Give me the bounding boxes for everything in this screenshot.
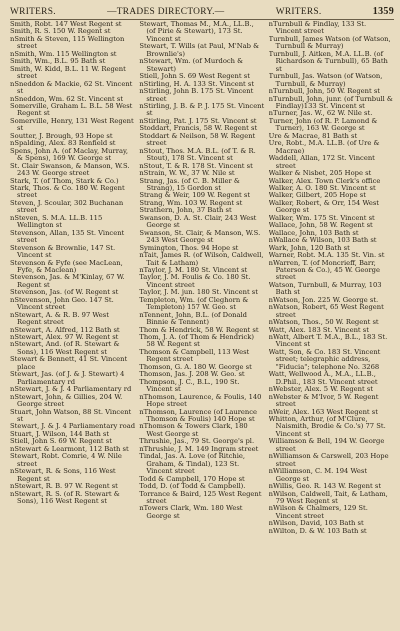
directory-entry: Smith, R. S. 150 W. Regent st <box>10 27 111 36</box>
directory-entry: nWilson, David, 103 Bath st <box>268 519 364 528</box>
directory-entry: Stoddart, Francis, 58 W. Regent st <box>139 124 258 133</box>
directory-entry: nWilson, Caldwell, Tait, & Latham, 79 West Regent st <box>268 489 388 505</box>
directory-entry: nSneddon, Wm. 62 St. Vincent st <box>10 94 124 103</box>
directory-entry: Stewart, Robt. Comrie, 4 W. Nile street <box>10 452 122 468</box>
column-3 <box>269 21 394 535</box>
directory-entry: nStout, Thos. M.A. B.L. (of T. & R. Stout), 178 St. Vincent st <box>139 146 256 163</box>
directory-entry: Turnbull, J. Aitken, M.A. LL.B. (of Richardson & Turnbull), 65 Bath st <box>268 49 388 73</box>
directory-entry: Thomson, G. A. 180 W. George st <box>139 362 252 371</box>
directory-entry: Symington, Thos. 94 Hope st <box>139 243 239 252</box>
directory-entry: nStewart, Wm. (of Murdoch & Stewart) <box>139 57 244 73</box>
directory-entry: Strang, Wm. 103 W. Regent st <box>139 198 243 207</box>
directory-entry: Watt, Son, & Co. 183 St. Vincent street; telegraphic address, "Fiducia"; telephone No. 3268 <box>268 347 381 371</box>
directory-entry: Stevenson & Fyfe (see MacLean, Fyfe, & Maclean) <box>10 258 123 274</box>
directory-entry: Walker, Alex. Town Clerk's office <box>268 176 381 185</box>
directory-entry: nStirling, John B. 175 St. Vincent street <box>139 87 254 103</box>
directory-entry: Somerville, Henry, 131 West Regent st <box>10 116 134 133</box>
directory-entry: Stoddart & Neilson, 58 W. Regent street <box>139 131 256 148</box>
directory-entry: Stiell, John S. 69 W. Regent st <box>10 437 112 446</box>
directory-entry: Soutter, J. Brough, 93 Hope st <box>10 131 113 140</box>
directory-entry: nTennent, John, B.L. (of Donald Binnie & Tennent) <box>139 310 247 327</box>
directory-entry: nWilson & Chalmers, 129 St. Vincent street <box>268 504 368 520</box>
directory-entry: Turnbull, Jas. Watson (of Watson, Turnbull, & Murray) <box>268 72 383 88</box>
directory-entry: Stevenson & Brownlie, 147 St. Vincent st <box>10 243 116 260</box>
directory-entry: nWilliamson & Carswell, 203 Hope street <box>268 452 389 468</box>
directory-entry: nStewart, R. S. (of R. Stewart & Sons), 116 West Regent st <box>10 489 120 505</box>
directory-entry: Turnbull, James Watson (of Watson, Turnbull & Murray) <box>268 34 391 51</box>
entry-columns <box>10 21 394 535</box>
directory-entry: Williamson & Bell, 194 W. George street <box>268 437 385 453</box>
directory-entry: nSmith & Steven, 115 Wellington street <box>10 34 125 51</box>
directory-entry: Stevenson, Jas. & M'Kinlay, 67 W. Regent st <box>10 273 125 289</box>
directory-entry: Strang, Jas. (of C. B. Miller & Strang), 15 Gordon st <box>139 176 240 192</box>
directory-entry: Walker & Nisbet, 205 Hope st <box>268 169 372 178</box>
directory-entry: Stewart & Bennett, 41 St. Vincent place <box>10 355 128 371</box>
directory-entry: Torrance & Baird, 125 West Regent street <box>139 489 262 505</box>
directory-entry: nTurnbull, John, junr. (of Turnbull & Findlay)133 St. Vincent st <box>268 94 393 110</box>
directory-entry: nWatson, Thos., 50 W. Regent st <box>268 318 379 327</box>
directory-entry: Watson, Turnbull, & Murray, 103 Bath st <box>268 280 382 297</box>
directory-entry: Thompson, J. C., B.L., 190 St. Vincent st <box>139 377 240 394</box>
directory-entry: Stewart, Thomas M., M.A., LL.B., (of Pirie & Stewart), 173 St. Vincent st <box>139 21 254 43</box>
directory-entry: nWebster & M'Ivor, 5 W. Regent street <box>268 392 379 409</box>
directory-entry: nTurnbull & Findlay, 133 St. Vincent street <box>268 21 367 36</box>
directory-entry: nWilliamson, C. M. 194 West George st <box>268 467 368 483</box>
directory-entry: Stark, T. (of Thom, Stark & Co.) <box>10 176 119 185</box>
directory-entry: nWatson, Jon. 225 W. George st. <box>268 295 379 304</box>
directory-entry: Wark, John, 120 Bath st <box>268 243 350 252</box>
directory-entry: Ure, Robt., M.A. LL.B. (of Ure & Macrae) <box>268 139 380 155</box>
header-left: WRITERS. <box>10 7 56 17</box>
directory-entry: nWilton, D. & W. 103 Bath st <box>268 526 367 535</box>
directory-entry: nStrain, W. W., 37 W. Nile st <box>139 169 235 178</box>
directory-entry: Whitton, Arthur, (of M'Clure, Naismith, Brodie & Co.'s) 77 St. Vincent st <box>268 415 386 438</box>
directory-entry: Wallace, John, 103 Bath st <box>268 228 359 237</box>
directory-entry: Todd, D. (of Todd & Campbell). <box>139 482 246 491</box>
directory-entry: St. Clair Swanson, & Manson, W.S. 243 W. George street <box>10 161 130 178</box>
directory-entry: Taylor, J. M. Foulis & Co. 180 St. Vincent street <box>139 273 251 289</box>
directory-entry: nWebster, Alex. 5 W. Regent st <box>268 385 374 394</box>
directory-entry: Templeton, Wm. (of Cleghorn & Templeton) 157 W. Geo. st <box>139 295 249 312</box>
directory-entry: Thom, J. A. (of Thom & Hendrick) 58 W. Regent st <box>139 333 254 349</box>
directory-entry: nSteven, S. M.A. LL.B. 115 Wellington st <box>10 213 103 230</box>
header-right: WRITERS. <box>275 7 322 17</box>
directory-entry: nWarren, T. (of Moncrieff, Barr, Paterson & Co.), 45 W. George street <box>268 258 380 282</box>
column-1 <box>10 21 135 535</box>
directory-entry: nStewart, A. & R. B. 97 West Regent street <box>10 310 109 327</box>
directory-entry: Ure & Macrae, 81 Bath st <box>268 131 358 140</box>
directory-entry: Stiell, John S. 69 West Regent st <box>139 72 250 81</box>
directory-entry: Stark, Thos. & Co. 180 W. Regent street <box>10 183 125 200</box>
directory-entry: nStewart, R. & Sons, 116 West Regent st <box>10 467 116 483</box>
directory-entry: Spens, John A. (of Maclay, Murray, & Spens), 169 W. George st <box>10 146 129 163</box>
directory-entry: nThomson & Towers Clark, 180 West George st <box>139 422 248 438</box>
header-rule <box>10 19 394 20</box>
directory-entry: Smith, Robt. 147 West Regent st <box>10 21 122 28</box>
directory-entry: nThomson, Laurence, & Foulis, 140 Hope street <box>139 392 262 409</box>
directory-entry: Stuart, John Watson, 88 St. Vincent st <box>10 407 132 424</box>
directory-entry: nSmith, Wm. 115 Wellington st <box>10 49 117 58</box>
directory-entry: Swanson, St. Clair, & Manson, W.S. 243 West George st <box>139 228 261 245</box>
page-number: 1359 <box>372 6 394 17</box>
directory-entry: nWillis, Geo. R. 143 W. Regent st <box>268 482 382 491</box>
directory-entry: nWatt, Albert T. M.A., B.L., 183 St. Vincent st <box>268 333 388 349</box>
directory-entry: Walker, Wm. 175 St. Vincent st <box>268 213 375 222</box>
directory-entry: nSneddon & Mackie, 62 St. Vincent st <box>10 79 133 96</box>
directory-entry: Waddell, Allan, 172 St. Vincent street <box>268 154 375 170</box>
directory-entry: nTurner, Jas. W., 62 W. Nile st. <box>268 109 373 118</box>
directory-entry: Walker, Robert, & Orr, 154 West George st <box>268 198 380 215</box>
directory-entry: Stevenson, Allan, 135 St. Vincent street <box>10 228 125 245</box>
directory-entry: Thrushie, Jas., 79 St. George's pl. <box>139 437 255 446</box>
directory-entry: nTurnbull, John, 50 W. Regent st <box>268 87 381 96</box>
header-center: —TRADES DIRECTORY.— <box>107 7 225 17</box>
column-2 <box>139 21 264 535</box>
directory-entry: nThomson, Laurence (of Laurence Thomson & Foulis) 140 Hope st <box>139 407 258 424</box>
directory-entry: Walker, A. O. 180 St. Vincent st <box>268 183 376 192</box>
directory-entry: Thom & Hendrick, 58 W. Regent st <box>139 325 259 334</box>
running-header <box>10 6 394 18</box>
directory-entry: nStewart, John, & Gillies, 204 W. George street <box>10 392 123 409</box>
directory-entry: nThrushie, J. M. 149 Ingram street <box>139 444 259 453</box>
directory-entry: Watt, Wellwood A., M.A., LL.B., D.Phil., 183 St. Vincent street <box>268 370 378 386</box>
directory-entry: nStevenson, John Geo. 147 St. Vincent street <box>10 295 114 312</box>
directory-entry: nStewart, J. & J. 4 Parliamentary rd <box>10 385 132 394</box>
directory-entry: Smith, Wm., B.L. 95 Bath st <box>10 57 106 66</box>
directory-entry: Todd & Campbell, 170 Hope st <box>139 474 245 483</box>
directory-entry: nWatson, Robert, 65 West Regent street <box>268 303 384 319</box>
directory-entry: Thomson & Campbell, 113 West Regent street <box>139 347 250 364</box>
directory-entry: Wallace, John, 58 W. Regent st <box>268 221 373 230</box>
directory-entry: Stewart, Jas. (of J. & J. Stewart) 4 Parliamentary rd <box>10 370 125 386</box>
directory-entry: nStirling, J. B. & P. J. 175 St. Vincent st <box>139 101 265 118</box>
directory-entry: Stewart, J. & J. 4 Parliamentary road <box>10 422 136 431</box>
directory-entry: Warner, Robt. M.A. 135 St. Vin. st <box>268 251 385 260</box>
directory-entry: Stewart, T. Wills (at Paul, M'Nab & Brownlie's) <box>139 42 260 58</box>
directory-entry: nTowers Clark, Wm. 180 West George st <box>139 504 243 520</box>
directory-entry: nWallace & Wilson, 103 Bath st <box>268 236 377 245</box>
directory-entry: nTaylor, J. M. 180 St. Vincent st <box>139 265 248 274</box>
directory-entry: Strang & Weir, 109 W. Regent st <box>139 191 251 200</box>
directory-entry: nStirling, Pat. J. 175 St. Vincent st <box>139 116 257 125</box>
directory-entry: Stevenson, Jas. (of W. Regent st <box>10 288 119 297</box>
directory-entry: Steven, J. Scoular, 302 Buchanan street <box>10 198 124 215</box>
directory-entry: nStewart & Learmont, 112 Bath st <box>10 444 129 453</box>
directory-entry: Watt, Alex. 183 St. Vincent st <box>268 325 369 334</box>
directory-entry: nStewart, A. Alfred, 112 Bath st <box>10 325 120 334</box>
directory-entry: nWeir, Alex. 163 West Regent st <box>268 407 378 416</box>
directory-entry: Walker, Gilbert, 205 Hope st <box>268 191 366 200</box>
directory-entry: Strathern, John, 37 Bath st <box>139 206 232 215</box>
directory-entry: Tindal, Jas. A. Love (of Ritchie, Graham, & Tindal), 123 St. Vincent street <box>139 452 246 476</box>
directory-entry: Stuart, J. Wilson, 144 Bath st <box>10 429 110 438</box>
directory-entry: nStewart, And. (of R. Stewart & Sons), 116 West Regent st <box>10 340 120 356</box>
directory-entry: nStewart, Alex. 97 W. Regent st <box>10 333 119 342</box>
directory-entry: Taylor, J. M. jun. 180 St. Vincent st <box>139 288 258 297</box>
directory-entry: Somerville, Graham L. B.L. 58 West Regent st <box>10 101 133 118</box>
directory-entry: nSpalding, Alex. 83 Renfield st <box>10 139 116 148</box>
directory-entry: nTait, James R. (of Wilson, Caldwell, Tait & Latham) <box>139 251 264 267</box>
directory-entry: Thomson, Jas. J. 208 W. Geo. st <box>139 370 245 379</box>
directory-entry: Smith, W. Kidd, B.L. 11 W. Regent street <box>10 64 126 81</box>
directory-entry: nStout, T. & R. 178 St. Vincent st <box>139 161 253 170</box>
directory-entry: Swanson, D. A. St. Clair, 243 West George st <box>139 213 257 230</box>
directory-entry: Turner, John (of R. P. Lamond & Turner), 163 W. George st <box>268 116 378 133</box>
directory-entry: nStirling, H. A. 133 St. Vincent st <box>139 79 255 88</box>
directory-entry: nStewart, R. B. 97 W. Regent st <box>10 482 118 491</box>
